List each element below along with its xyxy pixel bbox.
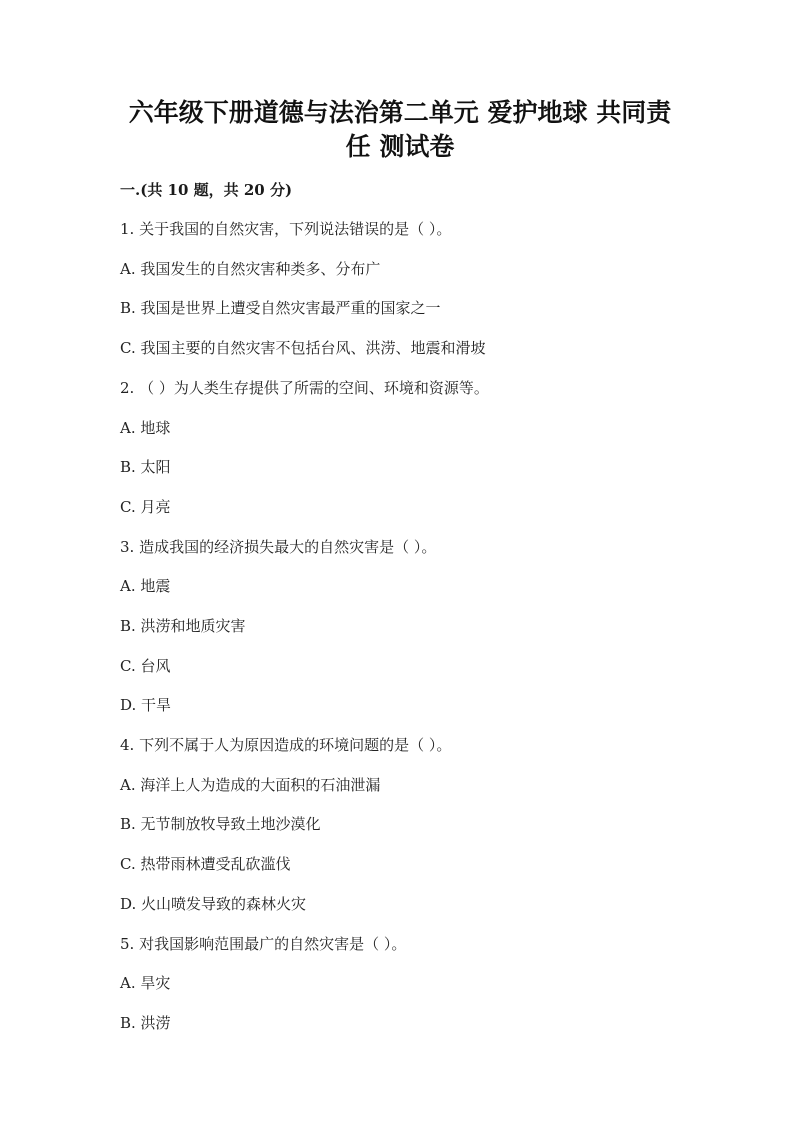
page-title: 六年级下册道德与法治第二单元 爱护地球 共同责 [128, 98, 672, 127]
question-4-option-b: B. 无节制放牧导致土地沙漠化 [120, 815, 321, 833]
question-3-option-d: D. 干旱 [120, 696, 172, 714]
question-4: 4. 下列不属于人为原因造成的环境问题的是（ ）。 [120, 736, 452, 754]
page-title-continued: 任 测试卷 [345, 132, 455, 161]
question-2-option-b: B. 太阳 [120, 458, 171, 476]
question-5: 5. 对我国影响范围最广的自然灾害是（ ）。 [120, 935, 407, 953]
question-2-option-c: C. 月亮 [120, 498, 171, 516]
question-4-option-d: D. 火山喷发导致的森林火灾 [120, 895, 307, 913]
question-5-option-b: B. 洪涝 [120, 1014, 171, 1032]
question-4-option-c: C. 热带雨林遭受乱砍滥伐 [120, 855, 291, 873]
question-1-option-a: A. 我国发生的自然灾害种类多、分布广 [120, 260, 381, 278]
question-1-option-b: B. 我国是世界上遭受自然灾害最严重的国家之一 [120, 299, 441, 317]
question-2-option-a: A. 地球 [120, 419, 171, 437]
question-3-option-a: A. 地震 [120, 577, 171, 595]
question-5-option-a: A. 旱灾 [120, 974, 171, 992]
question-3: 3. 造成我国的经济损失最大的自然灾害是（ ）。 [120, 538, 437, 556]
question-1-option-c: C. 我国主要的自然灾害不包括台风、洪涝、地震和滑坡 [120, 339, 486, 357]
question-3-option-b: B. 洪涝和地质灾害 [120, 617, 246, 635]
question-3-option-c: C. 台风 [120, 657, 171, 675]
question-4-option-a: A. 海洋上人为造成的大面积的石油泄漏 [120, 776, 381, 794]
section-header: 一.(共 10 题，共 20 分) [120, 181, 293, 199]
question-2: 2. （ ）为人类生存提供了所需的空间、环境和资源等。 [120, 379, 489, 397]
question-1: 1. 关于我国的自然灾害，下列说法错误的是（ ）。 [120, 220, 452, 238]
